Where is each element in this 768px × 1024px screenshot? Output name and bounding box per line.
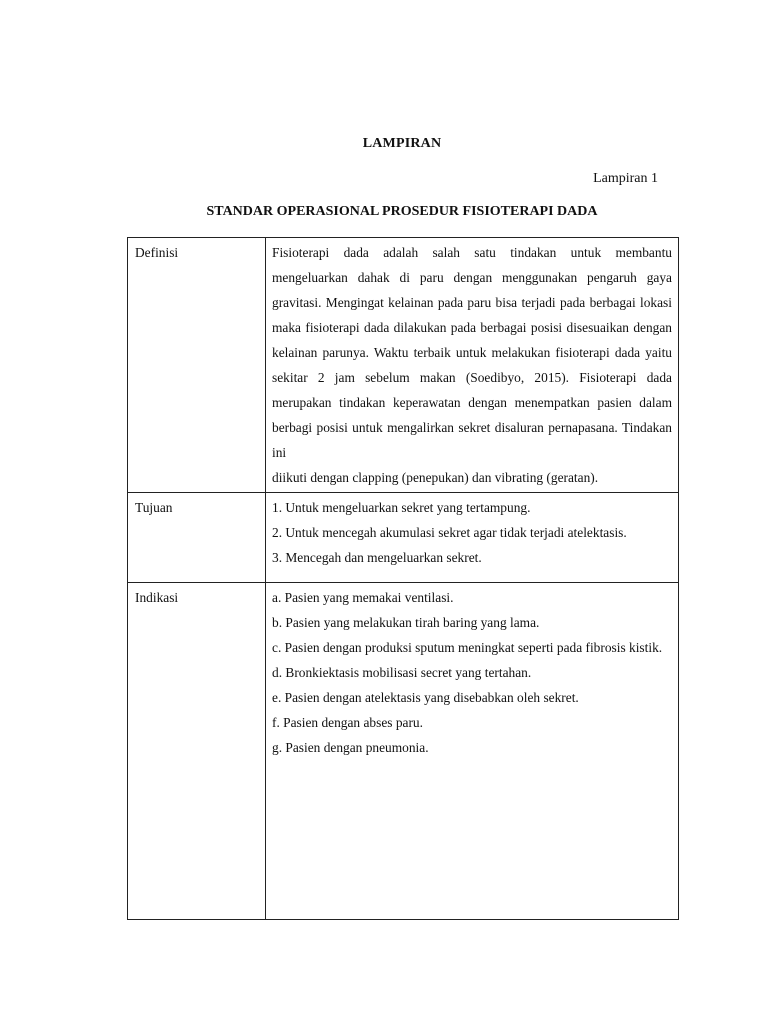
table-row-definisi xyxy=(128,238,679,493)
definisi-content xyxy=(266,238,679,493)
appendix-number: Lampiran 1 xyxy=(593,171,658,186)
tujuan-content xyxy=(266,493,679,583)
list-item: e. Pasien dengan atelektasis yang disebabkan oleh sekret. xyxy=(272,690,579,705)
tujuan-label: Tujuan xyxy=(128,493,266,583)
indikasi-list xyxy=(272,583,672,760)
list-item: d. Bronkiektasis mobilisasi secret yang tertahan. xyxy=(272,665,532,680)
list-item: f. Pasien dengan abses paru. xyxy=(272,715,423,730)
list-item: a. Pasien yang memakai ventilasi. xyxy=(272,590,454,605)
definisi-body: Fisioterapi dada adalah salah satu tindakan untuk membantu mengeluarkan dahak di paru dengan menggunakan pengaruh gaya gravitasi. Mengingat kelainan pada paru bisa terjadi pada berbagai lokasi maka fisioterapi dada dilakukan pada berbagai posisi disesuaikan dengan kelainan parunya. Waktu terbaik untuk melakukan fisioterapi dada yaitu sekitar 2 jam sebelum makan (Soedibyo, 2015). Fisioterapi dada merupakan tindakan keperawatan dengan menempatkan pasien dalam berbagi posisi untuk mengalirkan sekret disaluran pernapasana. Tindakan ini xyxy=(272,245,672,460)
definisi-label: Definisi xyxy=(128,238,266,493)
list-item: g. Pasien dengan pneumonia. xyxy=(272,740,429,755)
indikasi-content xyxy=(266,583,679,920)
tujuan-list xyxy=(272,493,672,570)
list-item: c. Pasien dengan produksi sputum meningkat seperti pada fibrosis kistik. xyxy=(272,640,663,655)
sop-table xyxy=(127,237,679,920)
document-subtitle: STANDAR OPERASIONAL PROSEDUR FISIOTERAPI DADA xyxy=(206,204,598,219)
list-item: 1. Untuk mengeluarkan sekret yang tertampung. xyxy=(272,500,531,515)
indikasi-label: Indikasi xyxy=(128,583,266,920)
list-item: 2. Untuk mencegah akumulasi sekret agar tidak terjadi atelektasis. xyxy=(272,525,627,540)
table-row-tujuan xyxy=(128,493,679,583)
list-item: 3. Mencegah dan mengeluarkan sekret. xyxy=(272,550,482,565)
definisi-text xyxy=(272,238,672,492)
definisi-last-line: diikuti dengan clapping (penepukan) dan vibrating (geratan). xyxy=(272,470,599,485)
list-item: b. Pasien yang melakukan tirah baring yang lama. xyxy=(272,615,540,630)
table-row-indikasi xyxy=(128,583,679,920)
page-title: LAMPIRAN xyxy=(362,136,442,151)
